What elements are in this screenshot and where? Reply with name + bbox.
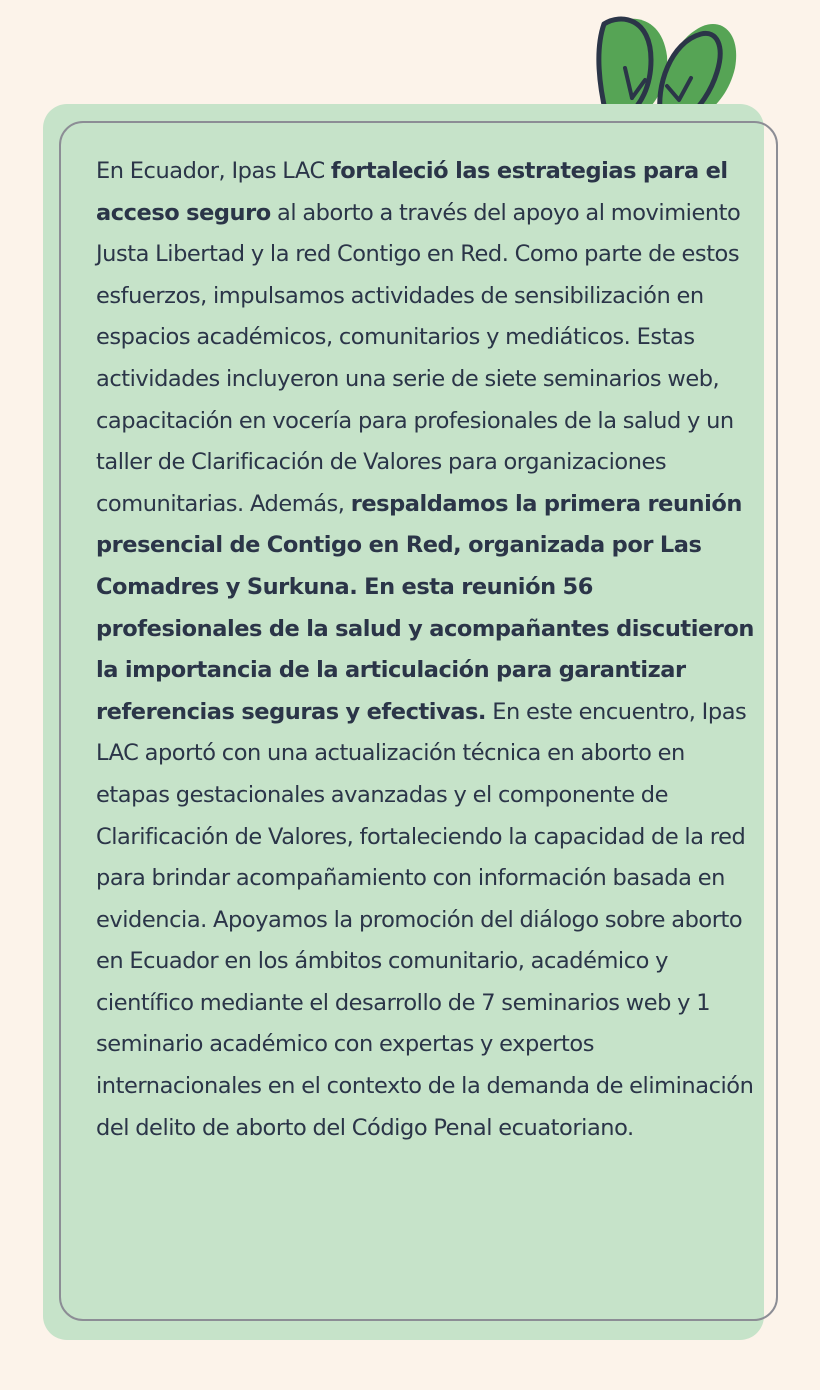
text-run: En este encuentro, Ipas LAC aportó con una actualización técnica en aborto en etapas gestacionales avanzadas y el componente de Clarificación de Valores, fortaleciendo la capacidad de la red para brindar acompañamiento con información basada en evidencia. Apoyamos la promoción del diálogo sobre aborto en Ecuador en los ámbitos comunitario, académico y científico mediante el desarrollo de 7 seminarios web y 1 seminario académico con expertas y expertos internacionales en el contexto de la demanda de eliminación del delito de aborto del Código Penal ecuatoriano.: [96, 698, 754, 1141]
right-leaf: [660, 24, 736, 114]
bold-text-run: fortaleció las estrategias para el acceso seguro: [96, 158, 728, 226]
bold-text-run: respaldamos la primera reunión presencial de Contigo en Red, organizada por Las Comadres y Surkuna. En esta reunión 56 profesionales de la salud y acompañantes discutieron la importancia de la articulación para garantizar referencias seguras y efectivas.: [96, 490, 754, 725]
text-run: En Ecuador, Ipas LAC: [96, 158, 331, 184]
leaf-sprout-icon: [595, 14, 745, 114]
card-paragraph: [96, 151, 761, 1149]
left-leaf: [599, 19, 667, 114]
text-run: al aborto a través del apoyo al movimiento Justa Libertad y la red Contigo en Red. Como parte de estos esfuerzos, impulsamos actividades de sensibilización en espacios académicos, comunitarios y mediáticos. Estas actividades incluyeron una serie de siete seminarios web, capacitación en vocería para profesionales de la salud y un taller de Clarificación de Valores para organizaciones comunitarias. Además,: [96, 199, 741, 517]
